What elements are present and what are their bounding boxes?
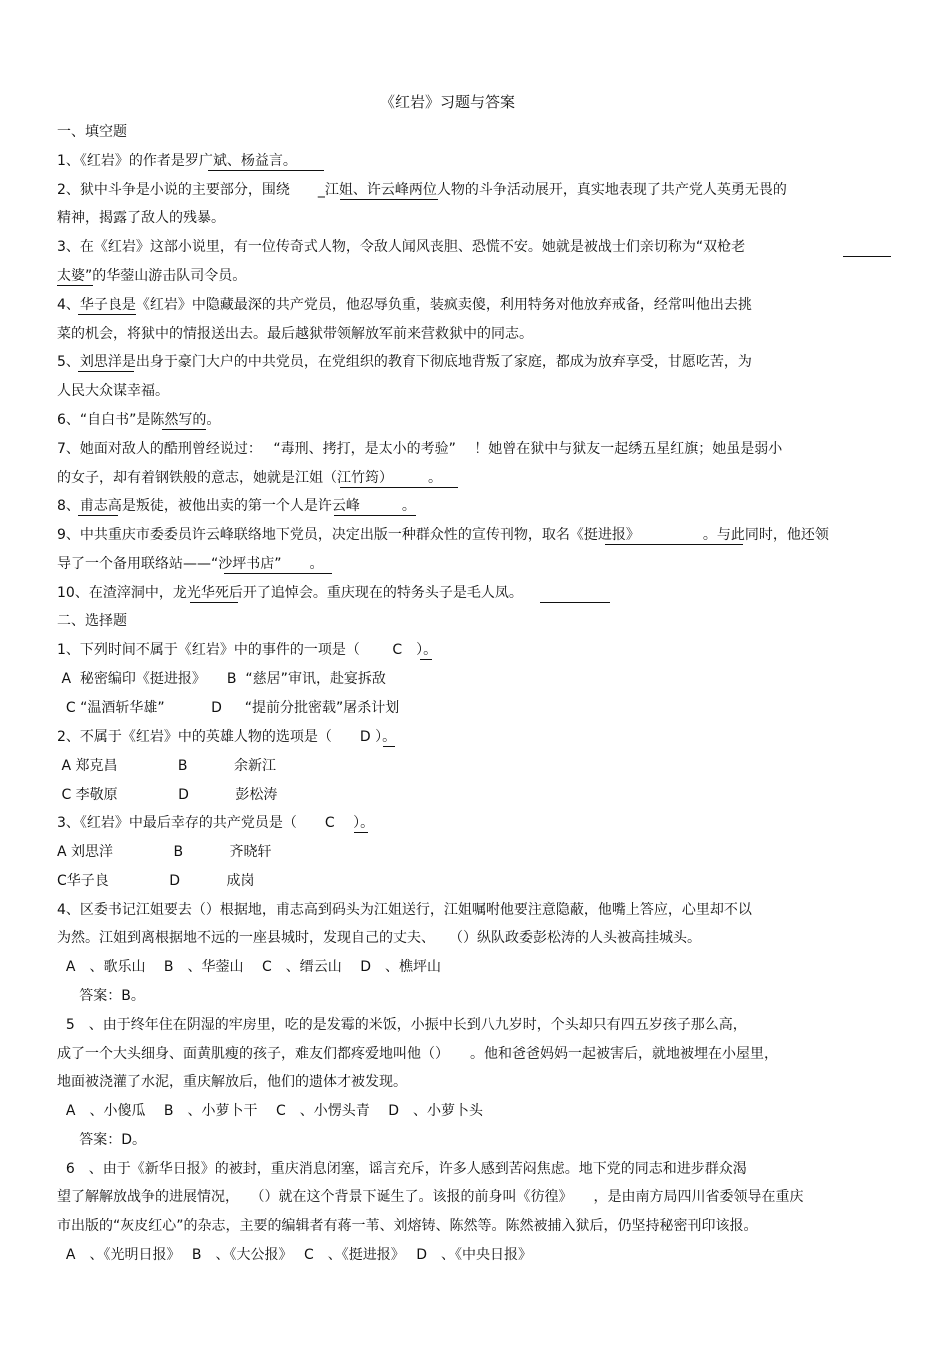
mc-question-6-line-3: 市出版的“灰皮红心”的杂志，主要的编辑者有蒋一苇、刘熔铸、陈然等。陈然被捕入狱后，仍坚持秘密刊印该报。 (57, 1218, 758, 1234)
answer-underline (540, 602, 610, 603)
answer-underline (208, 170, 324, 171)
answer-underline (190, 602, 238, 603)
question-2-line-2: 精神，揭露了敌人的残暴。 (57, 210, 225, 226)
question-7-line-2: 的女子，却有着钢铁般的意志，她就是江姐（江竹筠） 。 (57, 470, 442, 486)
mc-question-1: 1、下列时间不属于《红岩》中的事件的一项是（ C ）。 (57, 642, 438, 658)
question-7-line-1: 7、她面对敌人的酷刑曾经说过： “毒刑、拷打，是太小的考验” ！她曾在狱中与狱友一起绣五星红旗；她虽是弱小 (57, 441, 783, 457)
answer-underline (340, 199, 438, 200)
section-heading-fill-blank: 一、填空题 (57, 124, 127, 140)
mc-question-4-answer: 答案：B。 (57, 988, 145, 1004)
mc-question-3: 3、《红岩》中最后幸存的共产党员是（ C ）。 (57, 815, 375, 831)
question-5-line-1: 5、刘思洋是出身于豪门大户的中共党员，在党组织的教育下彻底地背叛了家庭，都成为放弃享受，甘愿吃苦，为 (57, 354, 752, 370)
mc-question-4-line-1: 4、区委书记江姐要去（）根据地，甫志高到码头为江姐送行，江姐嘱咐他要注意隐蔽，他嘴上答应，心里却不以 (57, 902, 752, 918)
mc-question-5-options: A 、小傻瓜 B 、小萝卜干 C 、小愣头青 D 、小萝卜头 (57, 1103, 483, 1119)
answer-underline (78, 314, 136, 315)
mc-question-3-options-ab: A 刘思洋 B 齐晓轩 (57, 844, 272, 860)
answer-underline (78, 371, 134, 372)
answer-underline (383, 746, 395, 747)
answer-underline (162, 429, 206, 430)
mc-question-3-options-cd: C华子良 D 成岗 (57, 873, 255, 889)
mc-question-2-options-ab: A 郑克昌 B 余新江 (57, 758, 276, 774)
question-6: 6、“自白书”是陈然写的。 (57, 412, 221, 428)
mc-question-2: 2、不属于《红岩》中的英雄人物的选项是（ D ）。 (57, 729, 397, 745)
question-4-line-1: 4、华子良是《红岩》中隐藏最深的共产党员，他忍辱负重，装疯卖傻，利用特务对他放弃戒备，经常叫他出去挑 (57, 297, 752, 313)
question-8: 8、甫志高是叛徒，被他出卖的第一个人是许云峰 。 (57, 498, 416, 514)
answer-underline (224, 573, 332, 574)
mc-question-1-options-cd: C “温酒斩华雄” D “提前分批密载”屠杀计划 (57, 700, 400, 716)
question-9-line-2: 导了一个备用联络站——“沙坪书店” 。 (57, 556, 324, 572)
mc-question-4-options: A 、歌乐山 B 、华蓥山 C 、缙云山 D 、樵坪山 (57, 959, 441, 975)
mc-question-4-line-2: 为然。江姐到离根据地不远的一座县城时，发现自己的丈夫、 （）纵队政委彭松涛的人头被高挂城头。 (57, 930, 701, 946)
mc-question-6-line-2: 望了解解放战争的进展情况， （）就在这个背景下诞生了。该报的前身叫《彷徨》 ，是由南方局四川省委领导在重庆 (57, 1189, 804, 1205)
mc-question-5-line-1: 5 、由于终年住在阴湿的牢房里，吃的是发霉的米饭，小振中长到八九岁时，个头却只有四五岁孩子那么高， (57, 1017, 747, 1033)
question-2-line-1: 2、狱中斗争是小说的主要部分，围绕 _江姐、许云峰两位人物的斗争活动展开，真实地表现了共产党人英勇无畏的 (57, 182, 787, 198)
answer-underline (57, 285, 93, 286)
question-9-line-1: 9、中共重庆市委委员许云峰联络地下党员，决定出版一种群众性的宣传刊物，取名《挺进报》 。与此同时，他还领 (57, 527, 829, 543)
question-3-line-2: 太婆”的华蓥山游击队司令员。 (57, 268, 247, 284)
question-3-line-1: 3、在《红岩》这部小说里，有一位传奇式人物，令敌人闻风丧胆、恐慌不安。她就是被战士们亲切称为“双枪老 (57, 239, 746, 255)
mc-question-5-line-2: 成了一个大头细身、面黄肌瘦的孩子，难友们都疼爱地叫他（） 。他和爸爸妈妈一起被害后，就地被埋在小屋里， (57, 1046, 778, 1062)
question-5-line-2: 人民大众谋幸福。 (57, 383, 169, 399)
question-10: 10、在渣滓洞中，龙光华死后开了追悼会。重庆现在的特务头子是毛人凤。 (57, 585, 523, 601)
mc-question-5-answer: 答案：D。 (57, 1132, 147, 1148)
answer-underline (78, 515, 118, 516)
answer-underline (334, 515, 416, 516)
mc-question-1-options-ab: A 秘密编印《挺进报》 B “慈居”审讯，赴宴拆敌 (57, 671, 386, 687)
mc-question-6-line-1: 6 、由于《新华日报》的被封，重庆消息闭塞，谣言充斥，许多人感到苦闷焦虑。地下党的同志和进步群众渴 (57, 1161, 747, 1177)
answer-underline (605, 544, 743, 545)
page-title: 《红岩》习题与答案 (380, 93, 516, 111)
answer-underline (843, 256, 891, 257)
mc-question-5-line-3: 地面被浇灌了水泥，重庆解放后，他们的遗体才被发现。 (57, 1074, 407, 1090)
question-4-line-2: 菜的机会，将狱中的情报送出去。最后越狱带领解放军前来营救狱中的同志。 (57, 326, 533, 342)
question-1: 1、《红岩》的作者是罗广斌、杨益言。 (57, 153, 297, 169)
answer-underline (420, 659, 432, 660)
answer-underline (354, 832, 368, 833)
section-heading-multiple-choice: 二、选择题 (57, 613, 127, 629)
answer-underline (340, 487, 458, 488)
mc-question-6-options: A 、《光明日报》 B 、《大公报》 C 、《挺进报》 D 、《中央日报》 (57, 1247, 532, 1263)
mc-question-2-options-cd: C 李敬原 D 彭松涛 (57, 787, 278, 803)
